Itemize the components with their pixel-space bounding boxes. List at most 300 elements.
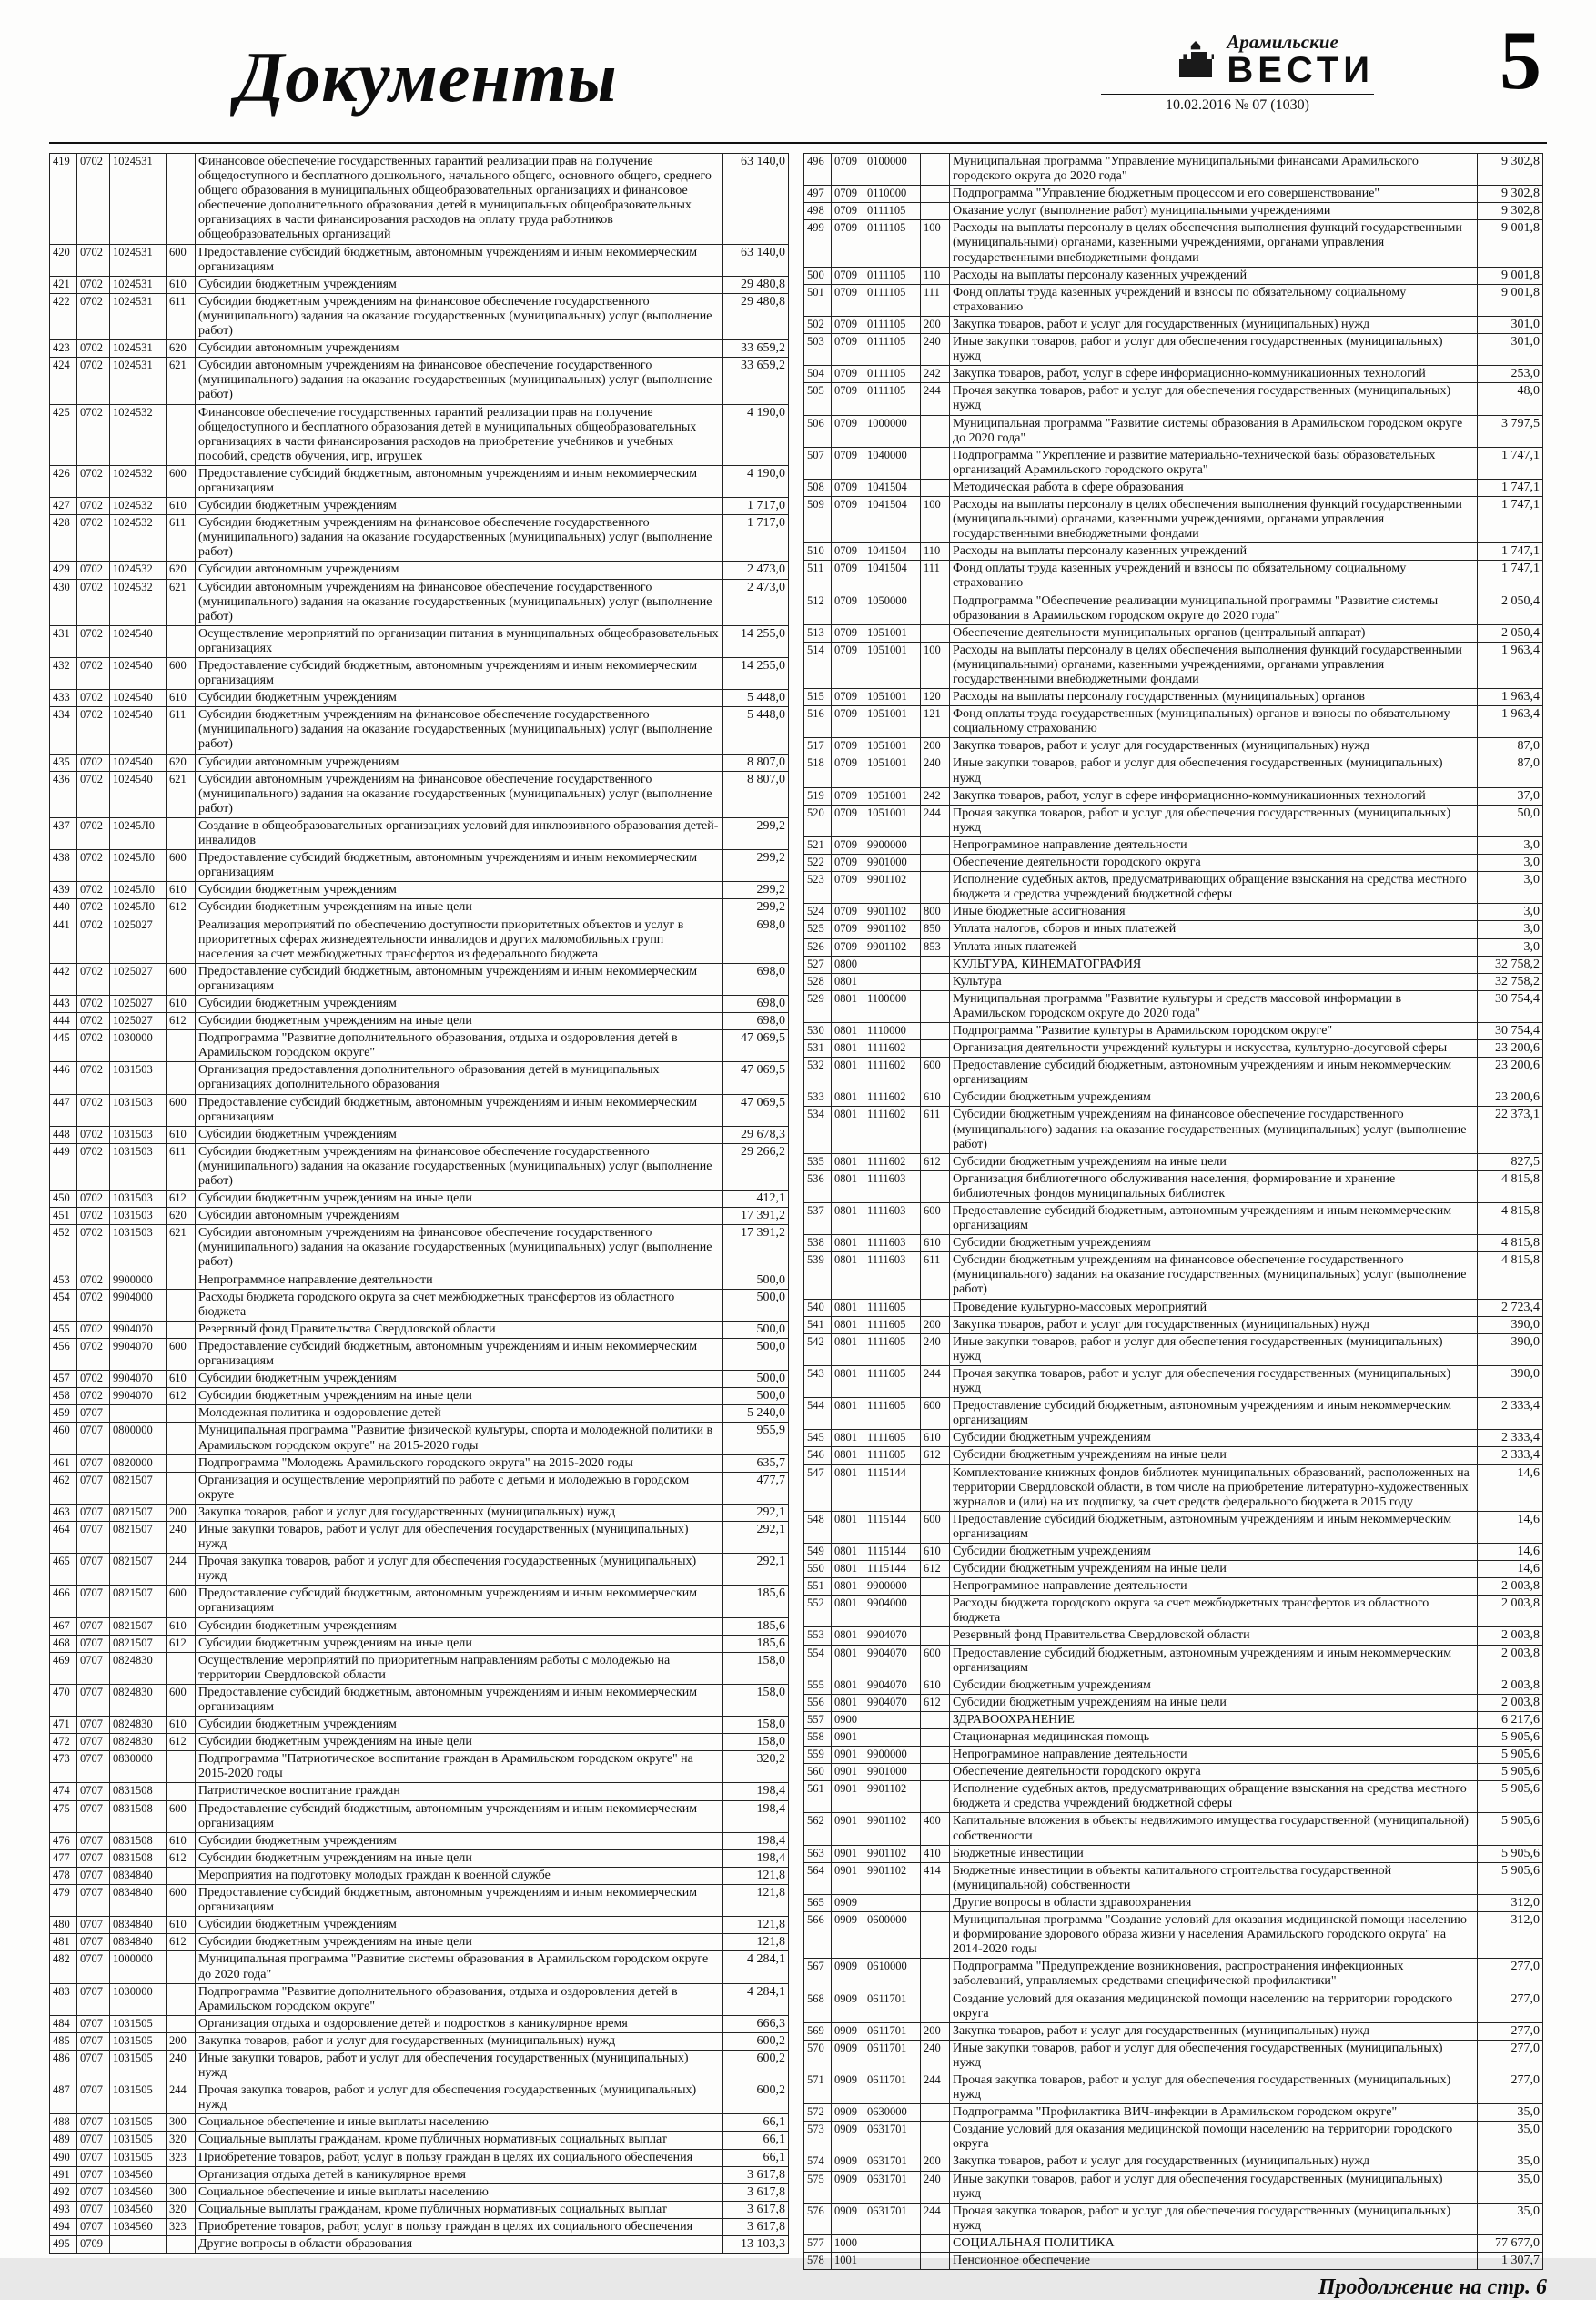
cell-description: Расходы бюджета городского округа за счет межбюджетных трансфертов из областного бюджета [196,1289,723,1321]
cell-target-article: 1024540 [110,771,167,817]
table-row [804,1781,1543,1813]
table-row [50,2015,789,2032]
cell-target-article [864,1711,921,1728]
cell-target-article: 1025027 [110,1013,167,1030]
cell-expense-type [921,2234,950,2252]
cell-target-article: 1031503 [110,1208,167,1225]
cell-target-article: 1024532 [110,579,167,625]
cell-description: Подпрограмма "Развитие дополнительного образования, отдыха и оздоровления детей в Арамильском городском округе" [196,1030,723,1062]
cell-target-article: 1024540 [110,625,167,657]
cell-target-article: 0600000 [864,1912,921,1959]
cell-row-number: 566 [804,1912,832,1959]
cell-target-article: 0830000 [110,1751,167,1783]
cell-target-article: 1051001 [864,706,921,738]
cell-target-article: 0821507 [110,1635,167,1652]
cell-row-number: 422 [50,293,77,339]
cell-description: Предоставление субсидий бюджетным, автономным учреждениям и иным некоммерческим организациям [196,1586,723,1617]
cell-amount: 66,1 [723,2132,789,2149]
cell-target-article: 0111105 [864,334,921,366]
cell-target-article: 1111602 [864,1040,921,1058]
cell-section-code: 0801 [832,1596,864,1627]
cell-section-code: 0702 [77,1388,110,1405]
cell-expense-type [921,203,950,220]
cell-section-code: 0707 [77,1832,110,1849]
cell-row-number: 498 [804,203,832,220]
table-row [50,1423,789,1454]
cell-target-article: 1031505 [110,2050,167,2082]
table-row [50,2114,789,2132]
table-row [804,1252,1543,1299]
cell-row-number: 520 [804,805,832,836]
table-row [804,203,1543,220]
table-row [50,340,789,358]
cell-amount: 35,0 [1478,2104,1543,2122]
table-row [50,963,789,995]
cell-section-code: 0709 [832,904,864,921]
cell-row-number: 427 [50,498,77,515]
table-row [804,2040,1543,2072]
cell-row-number: 546 [804,1447,832,1464]
cell-row-number: 543 [804,1365,832,1397]
cell-row-number: 462 [50,1472,77,1504]
cell-section-code: 0702 [77,882,110,899]
cell-row-number: 509 [804,496,832,542]
table-row [50,1951,789,1983]
cell-expense-type [921,1781,950,1813]
cell-target-article: 1111603 [864,1235,921,1252]
cell-section-code: 0801 [832,1694,864,1711]
cell-section-code: 0909 [832,2171,864,2203]
cell-row-number: 522 [804,855,832,872]
cell-description: Прочая закупка товаров, работ и услуг для обеспечения государственных (муниципальных) нужд [196,2082,723,2114]
cell-amount: 17 391,2 [723,1225,789,1272]
cell-target-article: 1115144 [864,1543,921,1560]
cell-expense-type: 320 [167,2132,196,2149]
cell-section-code: 0909 [832,2072,864,2103]
cell-target-article: 0631701 [864,2171,921,2203]
cell-description: Фонд оплаты труда казенных учреждений и взносы по обязательному социальному страхованию [950,284,1478,316]
cell-section-code: 0909 [832,2040,864,2072]
cell-description: Непрограммное направление деятельности [950,1578,1478,1596]
cell-amount: 5 905,6 [1478,1747,1543,1764]
cell-row-number: 503 [804,334,832,366]
cell-amount: 23 200,6 [1478,1040,1543,1058]
cell-section-code: 0707 [77,1934,110,1951]
cell-target-article: 10245Л0 [110,850,167,882]
cell-target-article: 1111603 [864,1203,921,1235]
cell-amount: 63 140,0 [723,244,789,276]
cell-expense-type: 200 [167,2032,196,2050]
cell-amount: 292,1 [723,1504,789,1521]
cell-description: Прочая закупка товаров, работ и услуг для обеспечения государственных (муниципальных) нужд [950,805,1478,836]
cell-description: Субсидии бюджетным учреждениям на иные цели [196,1013,723,1030]
cell-row-number: 473 [50,1751,77,1783]
cell-target-article: 1111602 [864,1089,921,1107]
cell-expense-type: 610 [921,1430,950,1447]
cell-target-article: 9900000 [864,1578,921,1596]
cell-target-article: 1051001 [864,642,921,688]
cell-section-code: 0909 [832,2022,864,2040]
cell-description: Субсидии бюджетным учреждениям на финансовое обеспечение государственного (муниципального) задания на оказание государственных (муниципальных) услуг (выполнение работ) [950,1252,1478,1299]
cell-amount: 9 302,8 [1478,186,1543,203]
cell-amount: 4 815,8 [1478,1235,1543,1252]
table-row [804,2122,1543,2153]
cell-amount: 185,6 [723,1617,789,1635]
cell-section-code: 0707 [77,1423,110,1454]
table-row [804,872,1543,904]
cell-row-number: 500 [804,267,832,284]
cell-expense-type [167,1321,196,1338]
cell-description: Комплектование книжных фондов библиотек муниципальных образований, расположенных на территории Свердловской области, в том числе на приобретение литературно-художественных журналов и (или) на их подписку, за счет средств федерального бюджета в 2015 году [950,1464,1478,1511]
cell-expense-type: 612 [921,1447,950,1464]
cell-amount: 9 001,8 [1478,220,1543,267]
cell-row-number: 469 [50,1652,77,1684]
cell-row-number: 453 [50,1272,77,1289]
cell-target-article: 0831508 [110,1783,167,1800]
cell-section-code: 0702 [77,515,110,562]
cell-target-article: 1111605 [864,1333,921,1365]
cell-row-number: 571 [804,2072,832,2103]
cell-row-number: 547 [804,1464,832,1511]
cell-row-number: 531 [804,1040,832,1058]
cell-expense-type: 610 [167,882,196,899]
cell-amount: 9 001,8 [1478,267,1543,284]
cell-row-number: 465 [50,1554,77,1586]
table-row [50,1652,789,1684]
cell-section-code: 0702 [77,754,110,771]
cell-section-code: 0801 [832,1299,864,1316]
cell-description: Другие вопросы в области образования [196,2236,723,2254]
cell-amount: 1 747,1 [1478,496,1543,542]
cell-section-code: 0709 [832,203,864,220]
cell-target-article: 0821507 [110,1504,167,1521]
cell-target-article: 1031503 [110,1225,167,1272]
cell-row-number: 561 [804,1781,832,1813]
cell-target-article: 1031503 [110,1126,167,1143]
cell-section-code: 1001 [832,2253,864,2270]
cell-target-article [864,2253,921,2270]
cell-target-article: 1025027 [110,917,167,963]
cell-description: Подпрограмма "Молодежь Арамильского городского округа" на 2015-2020 годы [196,1454,723,1472]
table-row [804,1813,1543,1845]
cell-description: Субсидии бюджетным учреждениям [196,690,723,707]
table-row [50,754,789,771]
cell-expense-type: 620 [167,562,196,579]
cell-target-article: 1024540 [110,707,167,754]
cell-description: Субсидии бюджетным учреждениям на финансовое обеспечение государственного (муниципального) задания на оказание государственных (муниципальных) услуг (выполнение работ) [196,1143,723,1190]
cell-target-article: 1000000 [110,1951,167,1983]
cell-description: Субсидии автономным учреждениям на финансовое обеспечение государственного (муниципального) задания на оказание государственных (муниципальных) услуг (выполнение работ) [196,579,723,625]
cell-target-article: 1025027 [110,963,167,995]
cell-target-article: 1051001 [864,624,921,642]
cell-target-article: 1111605 [864,1365,921,1397]
cell-description: Финансовое обеспечение государственных гарантий реализации прав на получение общедоступного и бесплатного дошкольного, начального общего, основного общего, среднего общего образования в муниципальных общеобразовательных организациях и финансовое обеспечение дополнительного образования детей в муниципальных общеобразовательных организациях в части финансирования расходов на оплату труда работников общеобразовательных организаций [196,154,723,245]
cell-target-article: 0821507 [110,1554,167,1586]
cell-section-code: 0801 [832,1464,864,1511]
cell-description: Оказание услуг (выполнение работ) муниципальными учреждениями [950,203,1478,220]
cell-description: Организация деятельности учреждений культуры и искусства, культурно-досуговой сферы [950,1040,1478,1058]
cell-row-number: 454 [50,1289,77,1321]
cell-amount: 477,7 [723,1472,789,1504]
cell-expense-type: 610 [167,1617,196,1635]
cell-target-article: 9904070 [110,1388,167,1405]
cell-row-number: 493 [50,2201,77,2218]
cell-expense-type: 621 [167,579,196,625]
cell-section-code: 0909 [832,1959,864,1991]
table-row [50,817,789,849]
table-row [804,415,1543,447]
cell-amount: 500,0 [723,1272,789,1289]
cell-expense-type: 600 [921,1511,950,1543]
table-row [804,2171,1543,2203]
table-row [804,689,1543,706]
cell-expense-type: 610 [921,1677,950,1694]
table-row [50,358,789,404]
cell-amount: 2 003,8 [1478,1645,1543,1677]
cell-target-article: 1034560 [110,2201,167,2218]
cell-section-code: 0707 [77,2218,110,2235]
cell-section-code: 0707 [77,1717,110,1734]
cell-expense-type [921,1170,950,1202]
cell-row-number: 426 [50,465,77,497]
cell-section-code: 0801 [832,990,864,1022]
cell-expense-type: 600 [921,1058,950,1089]
cell-expense-type [921,1747,950,1764]
table-row [804,956,1543,973]
cell-amount: 600,2 [723,2032,789,2050]
cell-row-number: 487 [50,2082,77,2114]
cell-expense-type [167,1272,196,1289]
cell-amount: 8 807,0 [723,754,789,771]
page-header [49,14,1547,144]
cell-description: Организация предоставления дополнительного образования детей в муниципальных организациях дополнительного образования [196,1062,723,1094]
cell-target-article: 1040000 [864,447,921,479]
cell-amount: 2 473,0 [723,562,789,579]
cell-amount: 47 069,5 [723,1030,789,1062]
cell-target-article: 1041504 [864,496,921,542]
cell-row-number: 483 [50,1983,77,2015]
cell-section-code: 0702 [77,963,110,995]
cell-target-article: 0111105 [864,284,921,316]
cell-section-code: 0707 [77,1504,110,1521]
cell-description: Социальное обеспечение и иные выплаты населению [196,2183,723,2201]
cell-description: Субсидии бюджетным учреждениям на иные цели [950,1447,1478,1464]
cell-description: Подпрограмма "Профилактика ВИЧ-инфекции в Арамильском городском округе" [950,2104,1478,2122]
cell-expense-type: 111 [921,561,950,593]
cell-row-number: 554 [804,1645,832,1677]
cell-row-number: 540 [804,1299,832,1316]
table-row [50,771,789,817]
cell-amount: 666,3 [723,2015,789,2032]
cell-expense-type: 611 [167,293,196,339]
cell-amount: 600,2 [723,2082,789,2114]
cell-expense-type: 600 [167,465,196,497]
cell-amount: 4 815,8 [1478,1203,1543,1235]
cell-target-article: 0824830 [110,1734,167,1751]
table-row [50,658,789,690]
cell-row-number: 444 [50,1013,77,1030]
cell-target-article: 0631701 [864,2203,921,2234]
cell-description: Субсидии бюджетным учреждениям на финансовое обеспечение государственного (муниципального) задания на оказание государственных (муниципальных) услуг (выполнение работ) [950,1107,1478,1153]
cell-expense-type [921,855,950,872]
cell-target-article: 0831508 [110,1800,167,1832]
cell-expense-type [921,1022,950,1039]
cell-target-article: 1000000 [864,415,921,447]
cell-amount: 48,0 [1478,383,1543,415]
table-row [50,1717,789,1734]
cell-section-code: 0707 [77,1734,110,1751]
table-row [804,334,1543,366]
table-row [804,1711,1543,1728]
cell-amount: 5 448,0 [723,690,789,707]
cell-row-number: 502 [804,316,832,333]
cell-section-code: 0702 [77,465,110,497]
cell-target-article [864,2234,921,2252]
table-row [50,2218,789,2235]
cell-expense-type [167,1652,196,1684]
table-row [50,579,789,625]
cell-description: Расходы на выплаты персоналу государственных (муниципальных) органов [950,689,1478,706]
cell-expense-type: 612 [167,1934,196,1951]
table-row [804,624,1543,642]
cell-amount: 312,0 [1478,1894,1543,1911]
cell-row-number: 535 [804,1153,832,1170]
cell-amount: 35,0 [1478,2171,1543,2203]
cell-row-number: 504 [804,366,832,383]
cell-description: Расходы бюджета городского округа за счет межбюджетных трансфертов из областного бюджета [950,1596,1478,1627]
cell-row-number: 499 [804,220,832,267]
cell-expense-type: 610 [167,690,196,707]
cell-section-code: 0801 [832,1089,864,1107]
cell-amount: 3,0 [1478,836,1543,854]
cell-row-number: 548 [804,1511,832,1543]
table-row [50,2082,789,2114]
table-row [804,1058,1543,1089]
cell-row-number: 569 [804,2022,832,2040]
cell-section-code: 0801 [832,1040,864,1058]
cell-description: Прочая закупка товаров, работ и услуг для обеспечения государственных (муниципальных) нужд [196,1554,723,1586]
table-row [50,1405,789,1423]
cell-target-article: 9904000 [110,1289,167,1321]
cell-description: СОЦИАЛЬНАЯ ПОЛИТИКА [950,2234,1478,2252]
cell-section-code: 0707 [77,1849,110,1867]
cell-description: Резервный фонд Правительства Свердловской области [196,1321,723,1338]
cell-expense-type: 600 [167,658,196,690]
table-row [804,284,1543,316]
cell-expense-type: 610 [921,1089,950,1107]
cell-target-article: 0834840 [110,1867,167,1884]
cell-target-article: 9901102 [864,872,921,904]
cell-amount: 3 617,8 [723,2166,789,2183]
table-row [50,465,789,497]
cell-target-article: 1024532 [110,404,167,465]
budget-table-right [803,153,1543,2270]
cell-target-article: 9904070 [110,1338,167,1370]
cell-row-number: 472 [50,1734,77,1751]
cell-section-code: 0909 [832,1894,864,1911]
table-row [50,882,789,899]
cell-target-article: 9901000 [864,855,921,872]
cell-expense-type [921,1578,950,1596]
cell-row-number: 551 [804,1578,832,1596]
cell-row-number: 485 [50,2032,77,2050]
cell-section-code: 0707 [77,1800,110,1832]
cell-description: Социальные выплаты гражданам, кроме публичных нормативных социальных выплат [196,2132,723,2149]
budget-table-area [49,153,1547,2270]
cell-amount: 30 754,4 [1478,990,1543,1022]
cell-section-code: 0801 [832,1170,864,1202]
cell-row-number: 419 [50,154,77,245]
cell-description: Предоставление субсидий бюджетным, автономным учреждениям и иным некоммерческим организациям [196,1684,723,1716]
table-row [50,1783,789,1800]
cell-amount: 5 905,6 [1478,1781,1543,1813]
cell-section-code: 0707 [77,2149,110,2166]
cell-row-number: 441 [50,917,77,963]
cell-expense-type: 800 [921,904,950,921]
cell-row-number: 536 [804,1170,832,1202]
cell-section-code: 0709 [832,383,864,415]
cell-section-code: 0801 [832,1153,864,1170]
cell-expense-type [921,479,950,496]
cell-section-code: 0709 [832,836,864,854]
cell-expense-type: 600 [167,244,196,276]
cell-row-number: 480 [50,1917,77,1934]
cell-description: Закупка товаров, работ и услуг для государственных (муниципальных) нужд [196,2032,723,2050]
cell-amount: 2 050,4 [1478,624,1543,642]
cell-row-number: 491 [50,2166,77,2183]
cell-section-code: 0801 [832,1627,864,1645]
cell-amount: 3,0 [1478,872,1543,904]
cell-expense-type: 100 [921,496,950,542]
cell-expense-type [921,2122,950,2153]
cell-row-number: 433 [50,690,77,707]
cell-section-code: 0801 [832,1022,864,1039]
cell-section-code: 0702 [77,658,110,690]
cell-expense-type: 100 [921,642,950,688]
cell-amount: 299,2 [723,850,789,882]
cell-description: Субсидии бюджетным учреждениям [950,1677,1478,1694]
table-row [804,1912,1543,1959]
cell-description: Субсидии бюджетным учреждениям [196,1717,723,1734]
cell-section-code: 0702 [77,293,110,339]
cell-expense-type: 610 [921,1235,950,1252]
cell-description: Закупка товаров, работ и услуг для государственных (муниципальных) нужд [950,1316,1478,1333]
cell-amount: 2 003,8 [1478,1627,1543,1645]
table-row [50,244,789,276]
cell-target-article: 1024532 [110,515,167,562]
cell-description: Обеспечение деятельности городского округа [950,1764,1478,1781]
cell-target-article: 0611701 [864,2040,921,2072]
cell-amount: 500,0 [723,1289,789,1321]
cell-section-code: 0707 [77,2114,110,2132]
table-row [804,366,1543,383]
cell-target-article: 9904070 [864,1694,921,1711]
cell-description: Бюджетные инвестиции в объекты капитального строительства государственной (муниципальной) собственности [950,1862,1478,1894]
table-row [50,1225,789,1272]
cell-expense-type: 600 [167,1586,196,1617]
cell-description: Иные бюджетные ассигнования [950,904,1478,921]
brand-logo-icon [1174,39,1217,83]
cell-description: Субсидии бюджетным учреждениям на иные цели [196,1191,723,1208]
cell-section-code: 0909 [832,1991,864,2022]
cell-amount: 14,6 [1478,1561,1543,1578]
cell-expense-type [167,625,196,657]
table-row [804,479,1543,496]
cell-row-number: 439 [50,882,77,899]
cell-expense-type [167,1289,196,1321]
cell-expense-type [167,154,196,245]
cell-description: Субсидии автономным учреждениям [196,754,723,771]
